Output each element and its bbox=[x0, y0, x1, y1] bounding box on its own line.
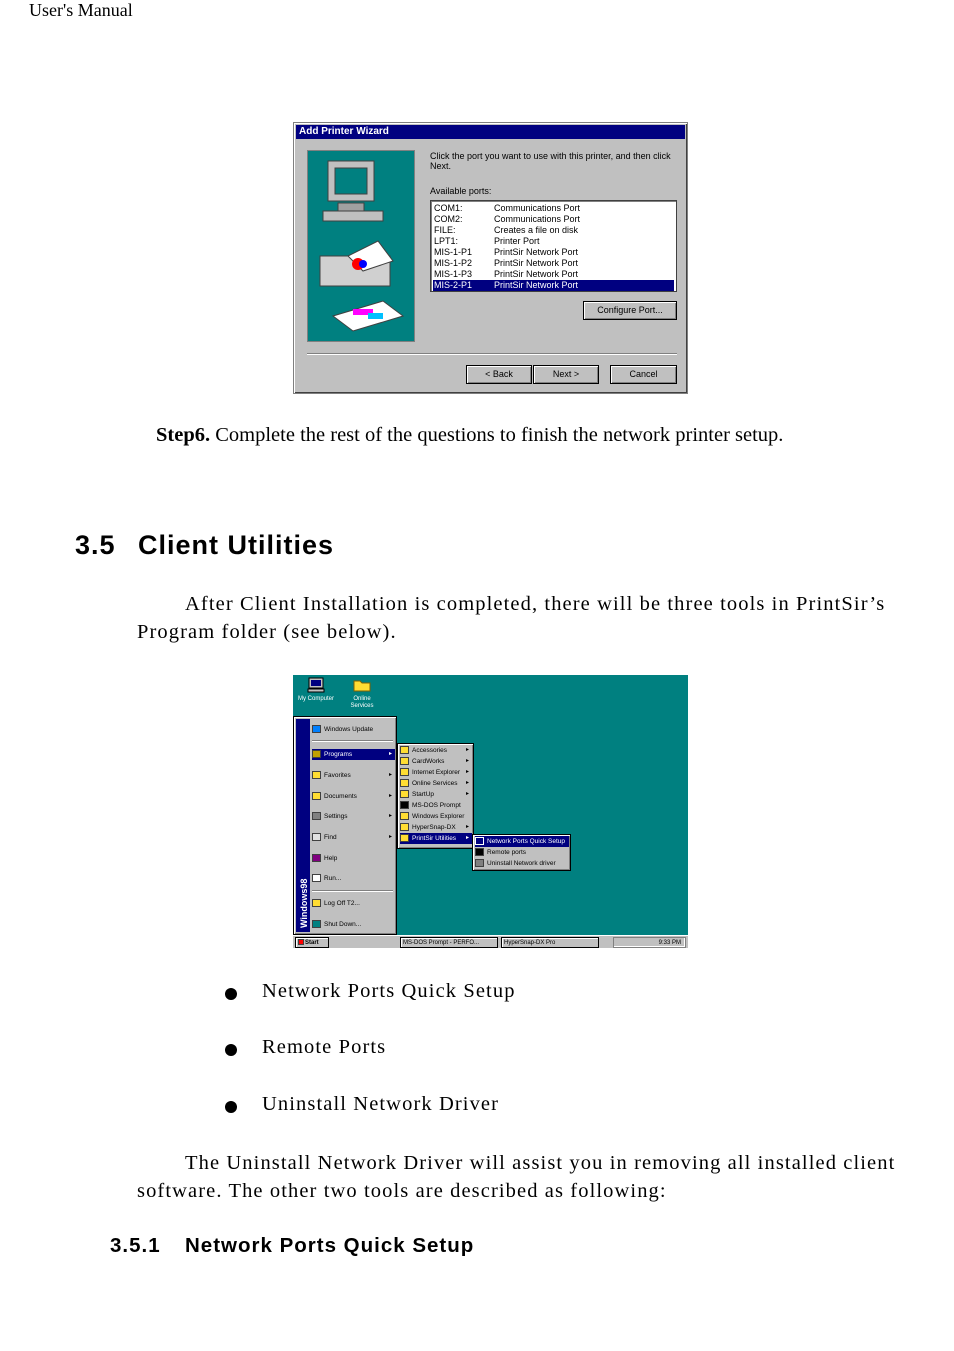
shut-down-icon bbox=[312, 920, 321, 928]
desktop-screenshot bbox=[293, 675, 688, 948]
start-menu bbox=[293, 716, 397, 935]
port-row[interactable]: LPT1: Printer Port bbox=[434, 236, 540, 246]
menu-item-windows-update[interactable]: Windows Update bbox=[312, 724, 395, 735]
folder-icon bbox=[400, 746, 409, 754]
menu-item[interactable]: Windows Explorer bbox=[400, 811, 472, 822]
menu-item[interactable]: Accessories ▸ bbox=[400, 745, 472, 756]
folder-icon bbox=[400, 823, 409, 831]
wizard-title-bar: Add Printer Wizard bbox=[296, 125, 685, 139]
windows-update-icon bbox=[312, 725, 321, 733]
taskbar bbox=[293, 935, 688, 948]
folder-icon[interactable] bbox=[353, 678, 371, 692]
menu-item-programs[interactable]: Programs ▸ bbox=[312, 749, 395, 760]
port-row[interactable]: COM2: Communications Port bbox=[434, 214, 581, 224]
menu-item-favorites[interactable]: Favorites ▸ bbox=[312, 770, 395, 781]
menu-item[interactable]: Online Services ▸ bbox=[400, 778, 472, 789]
log-off-icon bbox=[312, 899, 321, 907]
ms-dos-icon bbox=[400, 801, 409, 809]
run-icon bbox=[312, 874, 321, 882]
menu-item-printsir-utilities[interactable]: PrintSir Utilities ▸ bbox=[400, 833, 472, 844]
wizard-separator bbox=[307, 353, 677, 355]
add-printer-wizard-window bbox=[293, 122, 688, 394]
menu-item-log-off[interactable]: Log Off T2... bbox=[312, 898, 395, 909]
start-button[interactable]: Start bbox=[295, 937, 329, 948]
computer-printer-icon bbox=[308, 151, 415, 342]
folder-icon bbox=[400, 790, 409, 798]
desktop-icon-label: Online Services bbox=[350, 696, 374, 709]
menu-item-find[interactable]: Find ▸ bbox=[312, 832, 395, 843]
menu-item[interactable]: HyperSnap-DX ▸ bbox=[400, 822, 472, 833]
quick-setup-icon bbox=[475, 837, 484, 845]
system-tray-clock: 9:33 PM bbox=[613, 937, 686, 948]
my-computer-icon[interactable] bbox=[307, 677, 325, 693]
uninstall-icon bbox=[475, 859, 484, 867]
menu-item[interactable]: CardWorks ▸ bbox=[400, 756, 472, 767]
step6-caption: Step6. Complete the rest of the questions to finish the network printer setup. bbox=[156, 424, 784, 446]
subsection-heading: 3.5.1 Network Ports Quick Setup bbox=[110, 1234, 475, 1257]
menu-item-settings[interactable]: Settings ▸ bbox=[312, 811, 395, 822]
page-header: User's Manual bbox=[29, 0, 133, 20]
port-row-selected[interactable]: MIS-2-P1 PrintSir Network Port bbox=[433, 280, 674, 291]
folder-icon bbox=[400, 779, 409, 787]
remote-ports-icon bbox=[475, 848, 484, 856]
port-row[interactable]: MIS-1-P1 PrintSir Network Port bbox=[434, 247, 579, 257]
port-row[interactable]: COM1: Communications Port bbox=[434, 203, 581, 213]
documents-icon bbox=[312, 792, 321, 800]
menu-item-shut-down[interactable]: Shut Down... bbox=[312, 919, 395, 930]
help-icon bbox=[312, 854, 321, 862]
desktop-icon-label: My Computer bbox=[297, 696, 334, 702]
windows-logo-icon bbox=[298, 939, 304, 945]
back-button[interactable]: < Back bbox=[466, 365, 532, 384]
cancel-button[interactable]: Cancel bbox=[610, 365, 677, 384]
wizard-instruction: Click the port you want to use with this printer, and then click Next. bbox=[430, 151, 671, 171]
menu-item[interactable]: StartUp ▸ bbox=[400, 789, 472, 800]
configure-port-button[interactable]: Configure Port... bbox=[583, 301, 677, 320]
printsir-utilities-submenu bbox=[472, 834, 571, 871]
bullet-icon bbox=[225, 1044, 237, 1056]
menu-item-uninstall-network-driver[interactable]: Uninstall Network driver bbox=[475, 858, 569, 869]
menu-item-network-ports-quick-setup[interactable]: Network Ports Quick Setup bbox=[475, 836, 569, 847]
folder-icon bbox=[400, 768, 409, 776]
programs-submenu bbox=[397, 743, 474, 849]
menu-item[interactable]: MS-DOS Prompt bbox=[400, 800, 472, 811]
intro-paragraph: After Client Installation is completed, there will be three tools in PrintSir’s Program folder (see below). bbox=[137, 593, 886, 643]
port-row[interactable]: MIS-1-P2 PrintSir Network Port bbox=[434, 258, 579, 268]
taskbar-button-hypersnap[interactable]: HyperSnap-DX Pro bbox=[501, 937, 599, 948]
ports-listbox[interactable] bbox=[430, 200, 677, 292]
explorer-icon bbox=[400, 812, 409, 820]
bullet-icon bbox=[225, 988, 237, 1000]
favorites-icon bbox=[312, 771, 321, 779]
closing-paragraph: The Uninstall Network Driver will assist you in removing all installed client software. The other two tools are described as following: bbox=[137, 1152, 896, 1202]
menu-item-run[interactable]: Run... bbox=[312, 873, 395, 884]
port-row[interactable]: MIS-1-P3 PrintSir Network Port bbox=[434, 269, 579, 279]
port-row[interactable]: FILE: Creates a file on disk bbox=[434, 225, 579, 235]
printer-illustration bbox=[307, 150, 415, 342]
windows98-banner: Windows98 bbox=[296, 719, 310, 932]
folder-icon bbox=[400, 834, 409, 842]
menu-item[interactable]: Internet Explorer ▸ bbox=[400, 767, 472, 778]
next-button[interactable]: Next > bbox=[533, 365, 599, 384]
menu-item-help[interactable]: Help bbox=[312, 853, 395, 864]
programs-icon bbox=[312, 750, 321, 758]
section-heading: 3.5 Client Utilities bbox=[75, 530, 335, 560]
taskbar-button-ms-dos[interactable]: MS-DOS Prompt - PERFO... bbox=[400, 937, 498, 948]
menu-item-remote-ports[interactable]: Remote ports bbox=[475, 847, 569, 858]
folder-icon bbox=[400, 757, 409, 765]
menu-item-documents[interactable]: Documents ▸ bbox=[312, 791, 395, 802]
find-icon bbox=[312, 833, 321, 841]
settings-icon bbox=[312, 812, 321, 820]
available-ports-label: Available ports: bbox=[430, 186, 492, 196]
bullet-icon bbox=[225, 1101, 237, 1113]
